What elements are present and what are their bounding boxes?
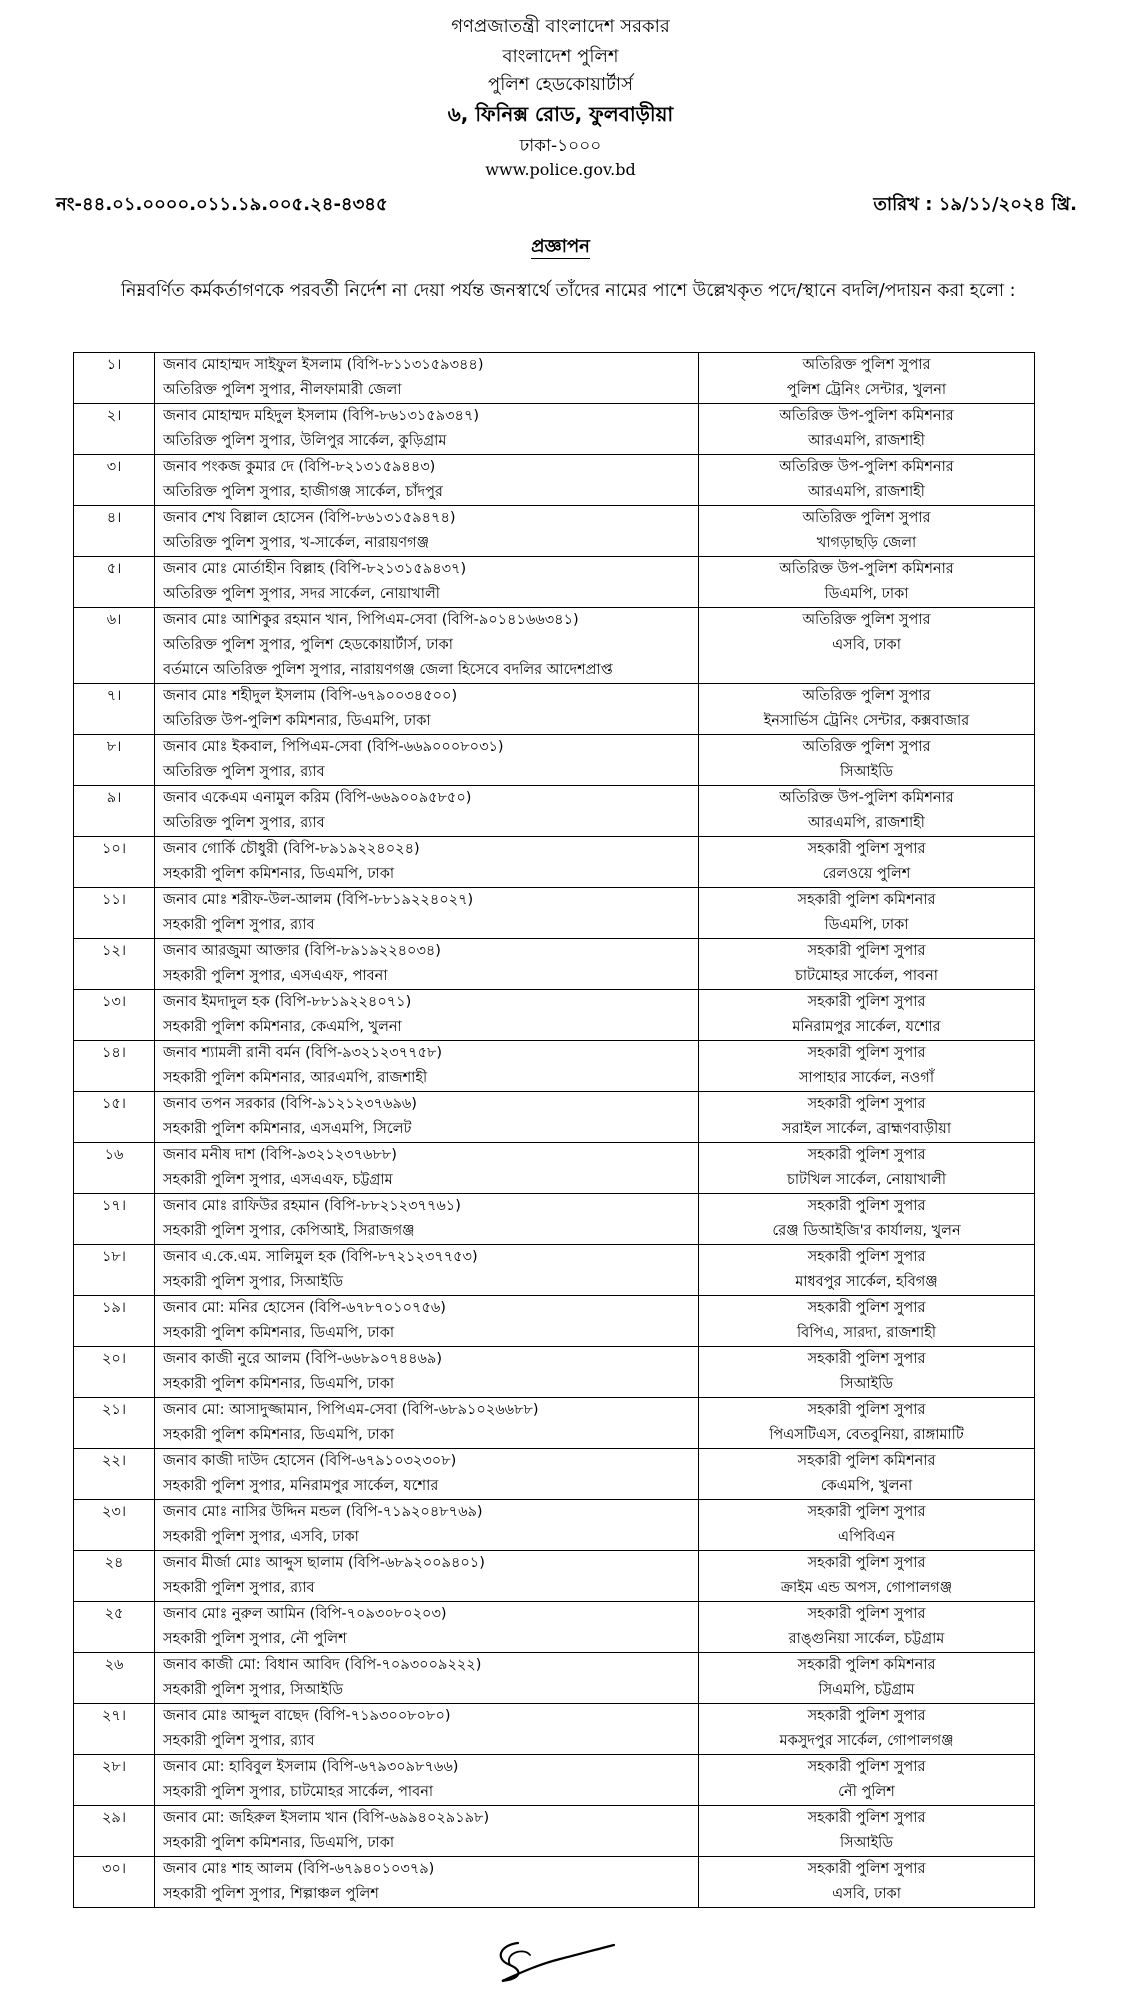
issue-date: তারিখ : ১৯/১১/২০২৪ খ্রি. bbox=[873, 194, 1077, 215]
table-row bbox=[74, 1092, 1035, 1143]
table-row bbox=[74, 1755, 1035, 1806]
serial-number: ১২। bbox=[74, 939, 155, 990]
current-posting: সহকারী পুলিশ সুপার, এসবি, ঢাকা bbox=[163, 1529, 359, 1545]
new-post: অতিরিক্ত পুলিশ সুপার bbox=[802, 357, 931, 373]
table-row bbox=[74, 1398, 1035, 1449]
new-place: কেএমপি, খুলনা bbox=[820, 1478, 913, 1494]
table-row bbox=[74, 1041, 1035, 1092]
new-place: পুলিশ ট্রেনিং সেন্টার, খুলনা bbox=[786, 382, 947, 398]
table-row bbox=[74, 1143, 1035, 1194]
table-row bbox=[74, 608, 1035, 684]
new-place: চাটখিল সার্কেল, নোয়াখালী bbox=[787, 1172, 946, 1188]
new-post: অতিরিক্ত পুলিশ সুপার bbox=[802, 739, 931, 755]
new-posting-cell bbox=[699, 1398, 1035, 1449]
officer-name: জনাব তপন সরকার (বিপি-৯১২১২৩৭৬৯৬) bbox=[163, 1096, 417, 1112]
new-place: নৌ পুলিশ bbox=[838, 1784, 895, 1800]
officer-name: জনাব পংকজ কুমার দে (বিপি-৮২১৩১৫৯৪৪৩) bbox=[163, 459, 436, 475]
table-row bbox=[74, 1245, 1035, 1296]
new-place: ডিএমপি, ঢাকা bbox=[824, 586, 909, 602]
new-place: আরএমপি, রাজশাহী bbox=[808, 433, 925, 449]
new-posting-cell bbox=[699, 939, 1035, 990]
officer-name: জনাব মোহাম্মদ সাইফুল ইসলাম (বিপি-৮১১৩১৫৯৩৪৪) bbox=[163, 357, 484, 373]
serial-number: ২৬ bbox=[74, 1653, 155, 1704]
header-office: পুলিশ হেডকোয়ার্টার্স bbox=[488, 74, 633, 95]
serial-number: ৩০। bbox=[74, 1857, 155, 1908]
new-post: সহকারী পুলিশ সুপার bbox=[807, 1555, 926, 1571]
new-place: মাধবপুর সার্কেল, হবিগঞ্জ bbox=[795, 1274, 938, 1290]
new-posting-cell bbox=[699, 404, 1035, 455]
officer-name: জনাব মোঃ রাফিউর রহমান (বিপি-৮৮২১২৩৭৭৬১) bbox=[163, 1198, 461, 1214]
new-posting-cell bbox=[699, 455, 1035, 506]
officer-name: জনাব মোঃ নাসির উদ্দিন মন্ডল (বিপি-৭১৯২০৪৮৭৬৯) bbox=[163, 1504, 483, 1520]
header-government: গণপ্রজাতন্ত্রী বাংলাদেশ সরকার bbox=[451, 16, 670, 37]
new-post: সহকারী পুলিশ সুপার bbox=[807, 1147, 926, 1163]
officer-cell bbox=[155, 1194, 699, 1245]
serial-number: ৭। bbox=[74, 684, 155, 735]
officer-cell bbox=[155, 1296, 699, 1347]
new-posting-cell bbox=[699, 684, 1035, 735]
new-post: সহকারী পুলিশ কমিশনার bbox=[797, 1453, 936, 1469]
new-posting-cell bbox=[699, 1296, 1035, 1347]
table-row bbox=[74, 1347, 1035, 1398]
serial-number: ২১। bbox=[74, 1398, 155, 1449]
current-posting: সহকারী পুলিশ সুপার, র‌্যাব bbox=[163, 1733, 315, 1749]
new-place: রাঙ্গুনিয়া সার্কেল, চট্টগ্রাম bbox=[788, 1631, 945, 1647]
officer-cell bbox=[155, 353, 699, 404]
current-posting: সহকারী পুলিশ সুপার, মনিরামপুর সার্কেল, যশোর bbox=[163, 1478, 439, 1494]
officer-name: জনাব মনীষ দাশ (বিপি-৯৩২১২৩৭৬৮৮) bbox=[163, 1147, 397, 1163]
officer-name: জনাব মীর্জা মোঃ আব্দুস ছালাম (বিপি-৬৮৯২০০৯৪০১) bbox=[163, 1555, 485, 1571]
new-place: সাপাহার সার্কেল, নওগাঁ bbox=[798, 1070, 935, 1086]
new-post: সহকারী পুলিশ সুপার bbox=[807, 1249, 926, 1265]
new-place: পিএসটিএস, বেতবুনিয়া, রাঙ্গামাটি bbox=[769, 1427, 964, 1443]
new-post: অতিরিক্ত উপ-পুলিশ কমিশনার bbox=[779, 408, 954, 424]
current-posting: অতিরিক্ত পুলিশ সুপার, হাজীগঞ্জ সার্কেল, চাঁদপুর bbox=[163, 484, 443, 500]
new-place: ক্রাইম এন্ড অপস, গোপালগঞ্জ bbox=[780, 1580, 953, 1596]
serial-number: ১৪। bbox=[74, 1041, 155, 1092]
officer-cell bbox=[155, 1755, 699, 1806]
new-place: খাগড়াছড়ি জেলা bbox=[816, 535, 917, 551]
new-post: অতিরিক্ত উপ-পুলিশ কমিশনার bbox=[779, 459, 954, 475]
new-place: চাটমোহর সার্কেল, পাবনা bbox=[795, 968, 938, 984]
new-posting-cell bbox=[699, 990, 1035, 1041]
officer-name: জনাব কাজী মো: বিধান আবিদ (বিপি-৭০৯৩০০৯২২২) bbox=[163, 1657, 482, 1673]
table-row bbox=[74, 1296, 1035, 1347]
new-post: সহকারী পুলিশ সুপার bbox=[807, 841, 926, 857]
new-place: রেঞ্জ ডিআইজি'র কার্যালয়, খুলন bbox=[772, 1223, 961, 1239]
officer-name: জনাব মোঃ শহীদুল ইসলাম (বিপি-৬৭৯০০৩৪৫০০) bbox=[163, 688, 458, 704]
new-posting-cell bbox=[699, 1857, 1035, 1908]
serial-number: ১১। bbox=[74, 888, 155, 939]
new-post: অতিরিক্ত পুলিশ সুপার bbox=[802, 612, 931, 628]
new-post: অতিরিক্ত উপ-পুলিশ কমিশনার bbox=[779, 561, 954, 577]
new-post: সহকারী পুলিশ সুপার bbox=[807, 1045, 926, 1061]
serial-number: ২। bbox=[74, 404, 155, 455]
header-city: ঢাকা-১০০০ bbox=[519, 136, 602, 156]
new-place: এপিবিএন bbox=[838, 1529, 895, 1545]
new-posting-cell bbox=[699, 1347, 1035, 1398]
table-row bbox=[74, 1704, 1035, 1755]
officer-cell bbox=[155, 1092, 699, 1143]
current-posting: সহকারী পুলিশ সুপার, এসএএফ, চট্টগ্রাম bbox=[163, 1172, 393, 1188]
header-website: www.police.gov.bd bbox=[485, 160, 636, 179]
new-place: এসবি, ঢাকা bbox=[832, 637, 901, 653]
new-post: সহকারী পুলিশ সুপার bbox=[807, 1504, 926, 1520]
officer-cell bbox=[155, 1806, 699, 1857]
table-row bbox=[74, 1449, 1035, 1500]
table-row bbox=[74, 506, 1035, 557]
new-posting-cell bbox=[699, 353, 1035, 404]
officer-name: জনাব কাজী দাউদ হোসেন (বিপি-৬৭৯১০৩২৩০৮) bbox=[163, 1453, 457, 1469]
officer-name: জনাব মোঃ মোর্তাহীন বিল্লাহ (বিপি-৮২১৩১৫৯৪৩৭) bbox=[163, 561, 467, 577]
current-posting: সহকারী পুলিশ সুপার, শিল্পাঞ্চল পুলিশ bbox=[163, 1886, 379, 1902]
serial-number: ২২। bbox=[74, 1449, 155, 1500]
new-posting-cell bbox=[699, 1551, 1035, 1602]
serial-number: ৯। bbox=[74, 786, 155, 837]
table-row bbox=[74, 1602, 1035, 1653]
current-posting: অতিরিক্ত উপ-পুলিশ কমিশনার, ডিএমপি, ঢাকা bbox=[163, 713, 431, 729]
serial-number: ৮। bbox=[74, 735, 155, 786]
officer-cell bbox=[155, 1245, 699, 1296]
notice-intro: নিম্নবর্ণিত কর্মকর্তাগণকে পরবর্তী নির্দেশ না দেয়া পর্যন্ত জনস্বার্থে তাঁদের নামের পাশে উল্লেখকৃত পদে/স্থানে বদলি/পদায়ন করা হলো : bbox=[121, 281, 1016, 301]
officer-cell bbox=[155, 1347, 699, 1398]
table-row bbox=[74, 404, 1035, 455]
officer-name: জনাব মোহাম্মদ মহিদুল ইসলাম (বিপি-৮৬১৩১৫৯৩৪৭) bbox=[163, 408, 480, 424]
new-posting-cell bbox=[699, 786, 1035, 837]
new-place: মকসুদপুর সার্কেল, গোপালগঞ্জ bbox=[779, 1733, 954, 1749]
serial-number: ২৯। bbox=[74, 1806, 155, 1857]
current-posting: সহকারী পুলিশ কমিশনার, এসএমপি, সিলেট bbox=[163, 1121, 412, 1137]
serial-number: ১। bbox=[74, 353, 155, 404]
new-post: সহকারী পুলিশ সুপার bbox=[807, 1096, 926, 1112]
officer-name: জনাব শ্যামলী রানী বর্মন (বিপি-৯৩২১২৩৭৭৫৮) bbox=[163, 1045, 443, 1061]
officer-name: জনাব মোঃ শাহ আলম (বিপি-৬৭৯৪০১০৩৭৯) bbox=[163, 1861, 435, 1877]
officer-cell bbox=[155, 939, 699, 990]
new-place: সিএমপি, চট্টগ্রাম bbox=[818, 1682, 915, 1698]
new-place: সিআইডি bbox=[839, 1835, 893, 1851]
officer-name: জনাব মোঃ ইকবাল, পিপিএম-সেবা (বিপি-৬৬৯০০০৮০৩১) bbox=[163, 739, 504, 755]
serial-number: ২৮। bbox=[74, 1755, 155, 1806]
officer-cell bbox=[155, 557, 699, 608]
new-place: আরএমপি, রাজশাহী bbox=[808, 484, 925, 500]
officer-cell bbox=[155, 1551, 699, 1602]
officer-name: জনাব ইমদাদুল হক (বিপি-৮৮১৯২২৪০৭১) bbox=[163, 994, 412, 1010]
new-posting-cell bbox=[699, 1449, 1035, 1500]
new-post: সহকারী পুলিশ সুপার bbox=[807, 1402, 926, 1418]
new-posting-cell bbox=[699, 837, 1035, 888]
current-posting: সহকারী পুলিশ কমিশনার, ডিএমপি, ঢাকা bbox=[163, 1835, 395, 1851]
current-posting: বর্তমানে অতিরিক্ত পুলিশ সুপার, নারায়ণগঞ্জ জেলা হিসেবে বদলির আদেশপ্রাপ্ত bbox=[163, 662, 613, 678]
table-row bbox=[74, 1653, 1035, 1704]
officer-name: জনাব মো: আসাদুজ্জামান, পিপিএম-সেবা (বিপি-৬৮৯১০২৬৬৮৮) bbox=[163, 1402, 539, 1418]
current-posting: অতিরিক্ত পুলিশ সুপার, খ-সার্কেল, নারায়ণগঞ্জ bbox=[163, 535, 429, 551]
officer-cell bbox=[155, 837, 699, 888]
current-posting: সহকারী পুলিশ সুপার, র‌্যাব bbox=[163, 1580, 315, 1596]
serial-number: ২০। bbox=[74, 1347, 155, 1398]
new-place: আরএমপি, রাজশাহী bbox=[808, 815, 925, 831]
new-place: ডিএমপি, ঢাকা bbox=[824, 917, 909, 933]
current-posting: সহকারী পুলিশ কমিশনার, ডিএমপি, ঢাকা bbox=[163, 1325, 395, 1341]
officer-name: জনাব কাজী নুরে আলম (বিপি-৬৬৮৯০৭৪৪৬৯) bbox=[163, 1351, 442, 1367]
transfer-table-body bbox=[74, 353, 1035, 1908]
officer-cell bbox=[155, 404, 699, 455]
new-posting-cell bbox=[699, 1500, 1035, 1551]
new-post: সহকারী পুলিশ কমিশনার bbox=[797, 1657, 936, 1673]
new-place: রেলওয়ে পুলিশ bbox=[822, 866, 911, 882]
new-post: সহকারী পুলিশ কমিশনার bbox=[797, 892, 936, 908]
officer-name: জনাব মোঃ আশিকুর রহমান খান, পিপিএম-সেবা (বিপি-৯০১৪১৬৬৩৪১) bbox=[163, 612, 579, 628]
new-post: সহকারী পুলিশ সুপার bbox=[807, 1198, 926, 1214]
new-posting-cell bbox=[699, 1245, 1035, 1296]
new-post: অতিরিক্ত পুলিশ সুপার bbox=[802, 510, 931, 526]
officer-cell bbox=[155, 1653, 699, 1704]
current-posting: সহকারী পুলিশ কমিশনার, ডিএমপি, ঢাকা bbox=[163, 1427, 395, 1443]
table-row bbox=[74, 939, 1035, 990]
new-posting-cell bbox=[699, 1092, 1035, 1143]
officer-cell bbox=[155, 888, 699, 939]
table-row bbox=[74, 353, 1035, 404]
current-posting: সহকারী পুলিশ সুপার, চাটমোহর সার্কেল, পাবনা bbox=[163, 1784, 434, 1800]
officer-cell bbox=[155, 455, 699, 506]
serial-number: ৫। bbox=[74, 557, 155, 608]
table-row bbox=[74, 735, 1035, 786]
current-posting: সহকারী পুলিশ সুপার, নৌ পুলিশ bbox=[163, 1631, 347, 1647]
table-row bbox=[74, 557, 1035, 608]
new-posting-cell bbox=[699, 1143, 1035, 1194]
current-posting: সহকারী পুলিশ সুপার, সিআইডি bbox=[163, 1682, 344, 1698]
officer-cell bbox=[155, 786, 699, 837]
table-row bbox=[74, 888, 1035, 939]
new-post: অতিরিক্ত উপ-পুলিশ কমিশনার bbox=[779, 790, 954, 806]
serial-number: ১৫। bbox=[74, 1092, 155, 1143]
current-posting: অতিরিক্ত পুলিশ সুপার, পুলিশ হেডকোয়ার্টার্স, ঢাকা bbox=[163, 637, 453, 653]
new-posting-cell bbox=[699, 1806, 1035, 1857]
officer-cell bbox=[155, 1602, 699, 1653]
new-posting-cell bbox=[699, 888, 1035, 939]
officer-name: জনাব মো: মনির হোসেন (বিপি-৬৭৮৭০১০৭৫৬) bbox=[163, 1300, 446, 1316]
memo-number: নং-৪৪.০১.০০০০.০১১.১৯.০০৫.২৪-৪৩৪৫ bbox=[56, 194, 388, 215]
header-address: ৬, ফিনিক্স রোড, ফুলবাড়ীয়া bbox=[447, 102, 674, 126]
officer-cell bbox=[155, 1500, 699, 1551]
current-posting: সহকারী পুলিশ কমিশনার, আরএমপি, রাজশাহী bbox=[163, 1070, 428, 1086]
new-post: সহকারী পুলিশ সুপার bbox=[807, 1861, 926, 1877]
current-posting: সহকারী পুলিশ সুপার, এসএএফ, পাবনা bbox=[163, 968, 388, 984]
officer-cell bbox=[155, 990, 699, 1041]
serial-number: ১৭। bbox=[74, 1194, 155, 1245]
notice-title bbox=[0, 232, 1121, 263]
serial-number: ৩। bbox=[74, 455, 155, 506]
new-posting-cell bbox=[699, 1755, 1035, 1806]
new-post: সহকারী পুলিশ সুপার bbox=[807, 1351, 926, 1367]
officer-cell bbox=[155, 1449, 699, 1500]
officer-cell bbox=[155, 735, 699, 786]
current-posting: সহকারী পুলিশ সুপার, কেপিআই, সিরাজগঞ্জ bbox=[163, 1223, 415, 1239]
new-posting-cell bbox=[699, 506, 1035, 557]
new-post: সহকারী পুলিশ সুপার bbox=[807, 1810, 926, 1826]
table-row bbox=[74, 1194, 1035, 1245]
new-post: সহকারী পুলিশ সুপার bbox=[807, 1708, 926, 1724]
officer-name: জনাব মোঃ শরীফ-উল-আলম (বিপি-৮৮১৯২২৪০২৭) bbox=[163, 892, 474, 908]
new-place: ইনসার্ভিস ট্রেনিং সেন্টার, কক্সবাজার bbox=[763, 713, 970, 729]
new-post: সহকারী পুলিশ সুপার bbox=[807, 943, 926, 959]
current-posting: অতিরিক্ত পুলিশ সুপার, র‌্যাব bbox=[163, 764, 325, 780]
officer-cell bbox=[155, 506, 699, 557]
new-post: সহকারী পুলিশ সুপার bbox=[807, 1606, 926, 1622]
new-place: মনিরামপুর সার্কেল, যশোর bbox=[792, 1019, 941, 1035]
current-posting: সহকারী পুলিশ কমিশনার, কেএমপি, খুলনা bbox=[163, 1019, 402, 1035]
new-place: সিআইডি bbox=[839, 1376, 893, 1392]
new-post: সহকারী পুলিশ সুপার bbox=[807, 994, 926, 1010]
serial-number: ২৪ bbox=[74, 1551, 155, 1602]
officer-cell bbox=[155, 1704, 699, 1755]
current-posting: সহকারী পুলিশ সুপার, র‌্যাব bbox=[163, 917, 315, 933]
officer-cell bbox=[155, 608, 699, 684]
new-post: অতিরিক্ত পুলিশ সুপার bbox=[802, 688, 931, 704]
officer-name: জনাব এ.কে.এম. সালিমুল হক (বিপি-৮৭২১২৩৭৭৫৩) bbox=[163, 1249, 478, 1265]
serial-number: ১৯। bbox=[74, 1296, 155, 1347]
new-place: বিপিএ, সারদা, রাজশাহী bbox=[797, 1325, 936, 1341]
officer-cell bbox=[155, 1857, 699, 1908]
table-row bbox=[74, 1857, 1035, 1908]
officer-name: জনাব মোঃ নুরুল আমিন (বিপি-৭০৯৩০৮০২০৩) bbox=[163, 1606, 447, 1622]
serial-number: ২৭। bbox=[74, 1704, 155, 1755]
new-post: সহকারী পুলিশ সুপার bbox=[807, 1300, 926, 1316]
officer-cell bbox=[155, 1398, 699, 1449]
table-row bbox=[74, 1500, 1035, 1551]
current-posting: সহকারী পুলিশ কমিশনার, ডিএমপি, ঢাকা bbox=[163, 1376, 395, 1392]
new-place: সিআইডি bbox=[839, 764, 893, 780]
officer-name: জনাব মো: হাবিবুল ইসলাম (বিপি-৬৭৯৩০৯৮৭৬৬) bbox=[163, 1759, 459, 1775]
new-posting-cell bbox=[699, 1041, 1035, 1092]
officer-name: জনাব মো: জহিরুল ইসলাম খান (বিপি-৬৯৯৪০২৯১৯৮) bbox=[163, 1810, 490, 1826]
new-posting-cell bbox=[699, 608, 1035, 684]
new-posting-cell bbox=[699, 1704, 1035, 1755]
signature bbox=[480, 1935, 620, 1985]
current-posting: অতিরিক্ত পুলিশ সুপার, উলিপুর সার্কেল, কুড়িগ্রাম bbox=[163, 433, 447, 449]
officer-cell bbox=[155, 1143, 699, 1194]
current-posting: সহকারী পুলিশ কমিশনার, ডিএমপি, ঢাকা bbox=[163, 866, 395, 882]
serial-number: ৪। bbox=[74, 506, 155, 557]
serial-number: ২৩। bbox=[74, 1500, 155, 1551]
officer-name: জনাব একেএম এনামুল করিম (বিপি-৬৬৯০০৯৫৮৫০) bbox=[163, 790, 472, 806]
serial-number: ২৫ bbox=[74, 1602, 155, 1653]
new-posting-cell bbox=[699, 735, 1035, 786]
serial-number: ১৮। bbox=[74, 1245, 155, 1296]
current-posting: সহকারী পুলিশ সুপার, সিআইডি bbox=[163, 1274, 344, 1290]
officer-name: জনাব আরজুমা আক্তার (বিপি-৮৯১৯২২৪০৩৪) bbox=[163, 943, 441, 959]
officer-name: জনাব গোর্কি চৌধুরী (বিপি-৮৯১৯২২৪০২৪) bbox=[163, 841, 420, 857]
transfer-table bbox=[73, 352, 1035, 1908]
table-row bbox=[74, 837, 1035, 888]
new-posting-cell bbox=[699, 1653, 1035, 1704]
new-posting-cell bbox=[699, 1602, 1035, 1653]
table-row bbox=[74, 1806, 1035, 1857]
officer-name: জনাব মোঃ আব্দুল বাছেদ (বিপি-৭১৯৩০০৮০৮০) bbox=[163, 1708, 451, 1724]
table-row bbox=[74, 990, 1035, 1041]
officer-name: জনাব শেখ বিল্লাল হোসেন (বিপি-৮৬১৩১৫৯৪৭৪) bbox=[163, 510, 456, 526]
officer-cell bbox=[155, 1041, 699, 1092]
serial-number: ৬। bbox=[74, 608, 155, 684]
table-row bbox=[74, 455, 1035, 506]
serial-number: ১৬ bbox=[74, 1143, 155, 1194]
table-row bbox=[74, 786, 1035, 837]
new-post: সহকারী পুলিশ সুপার bbox=[807, 1759, 926, 1775]
officer-cell bbox=[155, 684, 699, 735]
serial-number: ১০। bbox=[74, 837, 155, 888]
table-row bbox=[74, 684, 1035, 735]
current-posting: অতিরিক্ত পুলিশ সুপার, নীলফামারী জেলা bbox=[163, 382, 402, 398]
new-place: সরাইল সার্কেল, ব্রাহ্মণবাড়ীয়া bbox=[781, 1121, 952, 1137]
table-row bbox=[74, 1551, 1035, 1602]
new-posting-cell bbox=[699, 1194, 1035, 1245]
header-organization: বাংলাদেশ পুলিশ bbox=[502, 46, 619, 67]
new-place: এসবি, ঢাকা bbox=[832, 1886, 901, 1902]
new-posting-cell bbox=[699, 557, 1035, 608]
current-posting: অতিরিক্ত পুলিশ সুপার, র‌্যাব bbox=[163, 815, 325, 831]
current-posting: অতিরিক্ত পুলিশ সুপার, সদর সার্কেল, নোয়াখালী bbox=[163, 586, 440, 602]
notice-title-text: প্রজ্ঞাপন bbox=[531, 236, 590, 257]
serial-number: ১৩। bbox=[74, 990, 155, 1041]
